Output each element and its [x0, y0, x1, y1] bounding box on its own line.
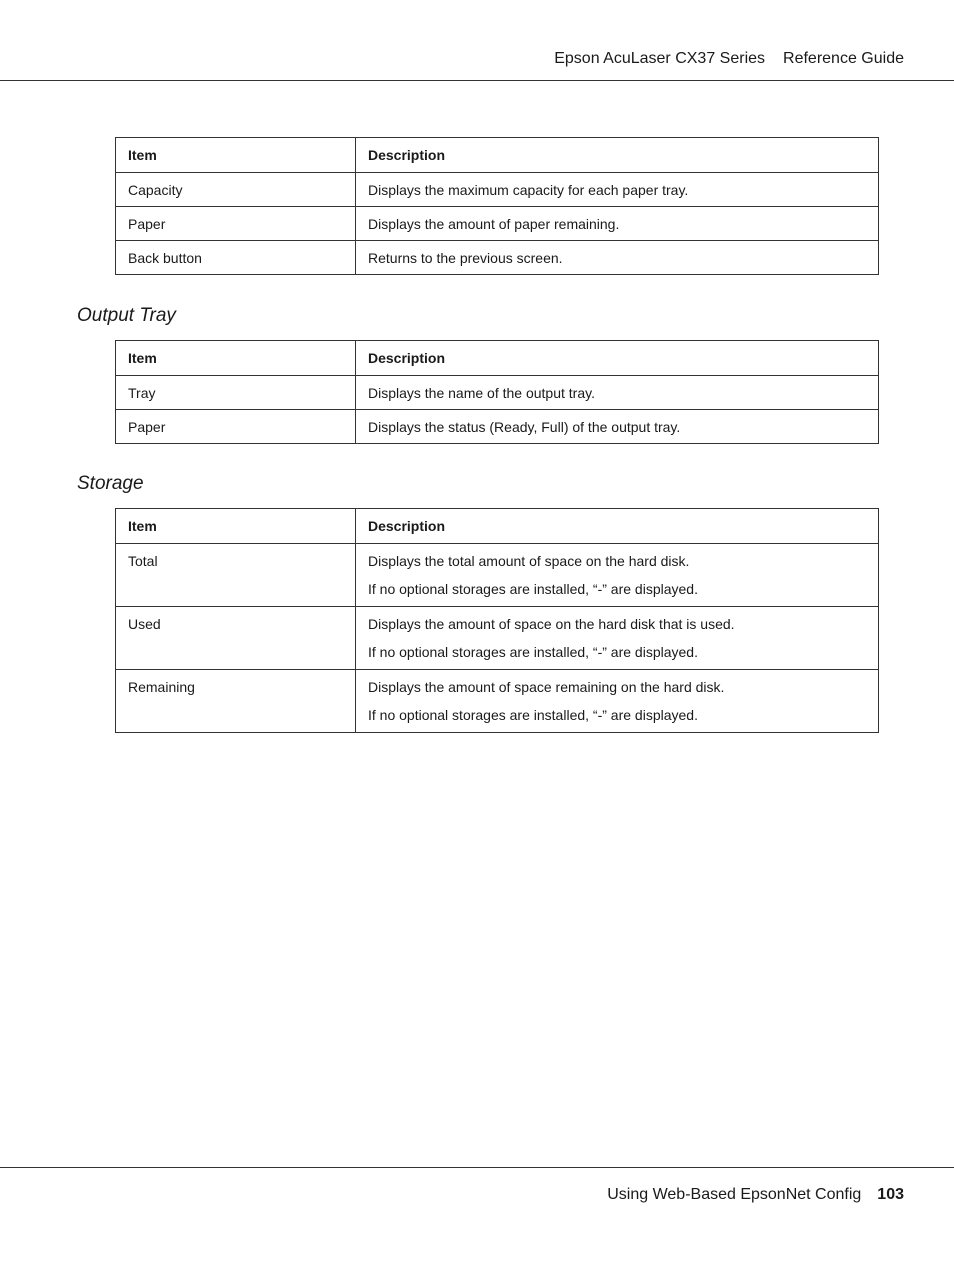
- column-header-item: Item: [116, 341, 356, 376]
- column-header-item: Item: [116, 138, 356, 173]
- table-row: [116, 607, 879, 670]
- row-item: Paper: [116, 410, 356, 444]
- running-header: [554, 50, 904, 68]
- page-number: 103: [877, 1186, 904, 1203]
- table-row: [116, 670, 879, 733]
- table-header-row: [116, 138, 879, 173]
- row-description: Displays the amount of paper remaining.: [356, 207, 879, 241]
- column-header-description: Description: [356, 509, 879, 544]
- section-title-output-tray: Output Tray: [77, 305, 176, 326]
- row-description: Displays the status (Ready, Full) of the output tray.: [356, 410, 879, 444]
- table-row: [116, 173, 879, 207]
- table-row: [116, 207, 879, 241]
- output-tray-table: [115, 340, 879, 444]
- header-product: Epson AcuLaser CX37 Series: [554, 50, 766, 67]
- description-line: Displays the amount of space remaining on the hard disk.: [368, 679, 725, 695]
- row-item: Back button: [116, 241, 356, 275]
- description-line: Displays the amount of space on the hard disk that is used.: [368, 616, 735, 632]
- row-description: [356, 670, 879, 733]
- table-row: [116, 376, 879, 410]
- table-header-row: [116, 341, 879, 376]
- table-header-row: [116, 509, 879, 544]
- row-description: [356, 607, 879, 670]
- footer-section: Using Web-Based EpsonNet Config: [607, 1186, 862, 1203]
- description-line: Displays the total amount of space on the hard disk.: [368, 553, 690, 569]
- row-item: Tray: [116, 376, 356, 410]
- row-item: Used: [116, 607, 356, 670]
- description-note: If no optional storages are installed, “-” are displayed.: [368, 581, 698, 597]
- row-item: Remaining: [116, 670, 356, 733]
- footer-rule: [0, 1167, 954, 1168]
- row-item: Paper: [116, 207, 356, 241]
- header-doc-title: Reference Guide: [783, 50, 904, 67]
- row-description: Displays the maximum capacity for each paper tray.: [356, 173, 879, 207]
- row-item: Capacity: [116, 173, 356, 207]
- column-header-item: Item: [116, 509, 356, 544]
- paper-tray-table: [115, 137, 879, 275]
- storage-table: [115, 508, 879, 733]
- table-row: [116, 241, 879, 275]
- table-row: [116, 544, 879, 607]
- header-rule: [0, 80, 954, 81]
- row-item: Total: [116, 544, 356, 607]
- description-note: If no optional storages are installed, “-” are displayed.: [368, 707, 698, 723]
- row-description: Returns to the previous screen.: [356, 241, 879, 275]
- column-header-description: Description: [356, 138, 879, 173]
- section-title-storage: Storage: [77, 473, 144, 494]
- table-row: [116, 410, 879, 444]
- row-description: [356, 544, 879, 607]
- row-description: Displays the name of the output tray.: [356, 376, 879, 410]
- running-footer: [607, 1186, 904, 1204]
- description-note: If no optional storages are installed, “-” are displayed.: [368, 644, 698, 660]
- column-header-description: Description: [356, 341, 879, 376]
